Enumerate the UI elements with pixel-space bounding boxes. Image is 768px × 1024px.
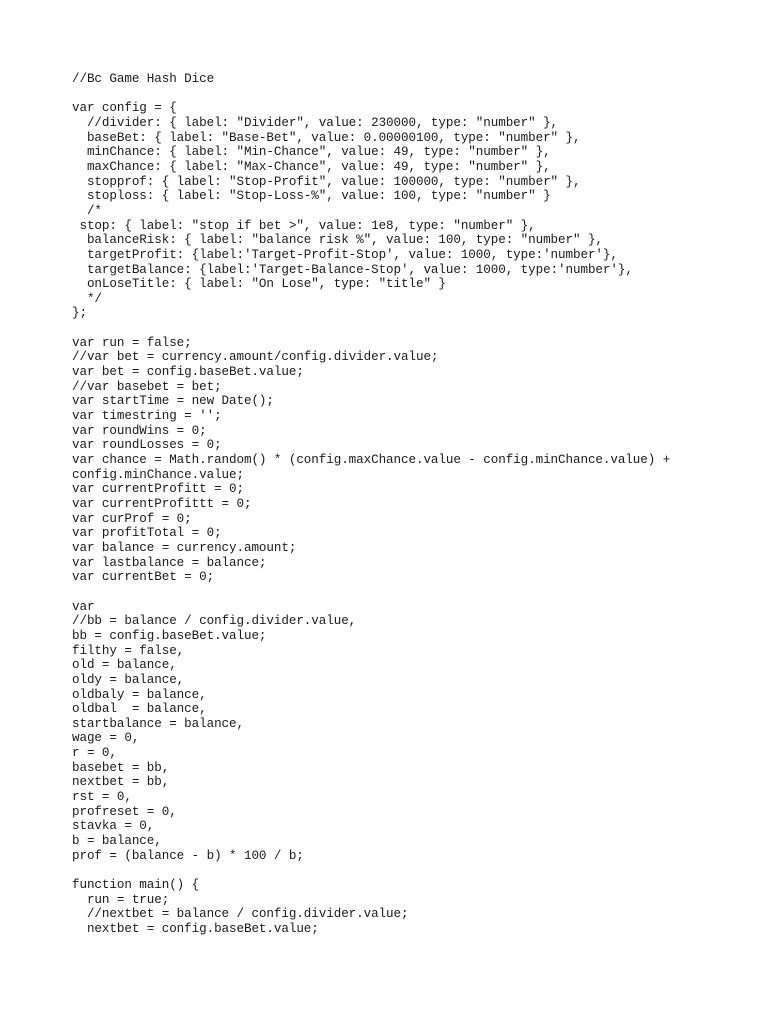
code-line: */ (72, 291, 102, 306)
code-line: maxChance: { label: "Max-Chance", value: 49, type: "number" }, (72, 159, 551, 174)
code-line: wage = 0, (72, 731, 140, 746)
code-line: r = 0, (72, 746, 117, 761)
code-line: var currentBet = 0; (72, 570, 215, 585)
code-line: function main() { (72, 878, 200, 893)
code-line: //bb = balance / config.divider.value, (72, 614, 357, 629)
code-line: var curProf = 0; (72, 511, 192, 526)
code-line: var chance = Math.random() * (config.maxChance.value - config.minChance.value) + (72, 453, 671, 468)
code-listing (72, 72, 752, 951)
code-line: nextbet = config.baseBet.value; (72, 922, 319, 936)
code-line: run = true; (72, 892, 170, 907)
code-line: minChance: { label: "Min-Chance", value: 49, type: "number" }, (72, 145, 551, 160)
code-line: var profitTotal = 0; (72, 526, 222, 541)
code-line: rst = 0, (72, 790, 132, 805)
code-line (72, 321, 752, 336)
code-line: var roundWins = 0; (72, 423, 207, 438)
code-line: config.minChance.value; (72, 467, 244, 482)
code-line: stopprof: { label: "Stop-Profit", value: 100000, type: "number" }, (72, 174, 581, 189)
code-line: stavka = 0, (72, 819, 155, 834)
code-line: filthy = false, (72, 643, 185, 658)
code-line: //var bet = currency.amount/config.divider.value; (72, 350, 439, 365)
code-line: var roundLosses = 0; (72, 438, 222, 453)
code-line: b = balance, (72, 834, 162, 849)
code-line: var timestring = ''; (72, 409, 222, 424)
code-line: onLoseTitle: { label: "On Lose", type: "title" } (72, 277, 446, 292)
code-line: bb = config.baseBet.value; (72, 628, 267, 643)
code-line: basebet = bb, (72, 760, 170, 775)
code-line (72, 87, 752, 102)
code-line: targetProfit: {label:'Target-Profit-Stop', value: 1000, type:'number'}, (72, 247, 618, 262)
code-line: startbalance = balance, (72, 716, 244, 731)
code-line (72, 585, 752, 600)
code-line: stop: { label: "stop if bet >", value: 1e8, type: "number" }, (72, 218, 536, 233)
code-line: var config = { (72, 101, 177, 116)
code-line: }; (72, 306, 87, 321)
code-line: var startTime = new Date(); (72, 394, 274, 409)
code-line: //var basebet = bet; (72, 379, 222, 394)
code-line: /* (72, 203, 102, 218)
code-line: prof = (balance - b) * 100 / b; (72, 848, 304, 863)
code-line: var balance = currency.amount; (72, 540, 297, 555)
code-line: //Bc Game Hash Dice (72, 72, 215, 86)
code-line: var run = false; (72, 335, 192, 350)
code-line: nextbet = bb, (72, 775, 170, 790)
code-line: balanceRisk: { label: "balance risk %", value: 100, type: "number" }, (72, 233, 603, 248)
code-line: baseBet: { label: "Base-Bet", value: 0.00000100, type: "number" }, (72, 130, 581, 145)
code-line: profreset = 0, (72, 804, 177, 819)
code-line: old = balance, (72, 658, 177, 673)
code-line: var bet = config.baseBet.value; (72, 365, 304, 380)
code-line: oldbaly = balance, (72, 687, 207, 702)
code-line: //nextbet = balance / config.divider.value; (72, 907, 409, 922)
code-line: stoploss: { label: "Stop-Loss-%", value: 100, type: "number" } (72, 189, 551, 204)
code-line: //divider: { label: "Divider", value: 230000, type: "number" }, (72, 115, 559, 130)
code-line: targetBalance: {label:'Target-Balance-Stop', value: 1000, type:'number'}, (72, 262, 633, 277)
code-line (72, 937, 752, 952)
code-line: var lastbalance = balance; (72, 555, 267, 570)
code-line: var currentProfitt = 0; (72, 482, 244, 497)
code-line: var (72, 599, 95, 614)
code-line (72, 863, 752, 878)
code-line: var currentProfittt = 0; (72, 497, 252, 511)
code-line: oldy = balance, (72, 672, 185, 687)
code-line: oldbal = balance, (72, 702, 207, 717)
